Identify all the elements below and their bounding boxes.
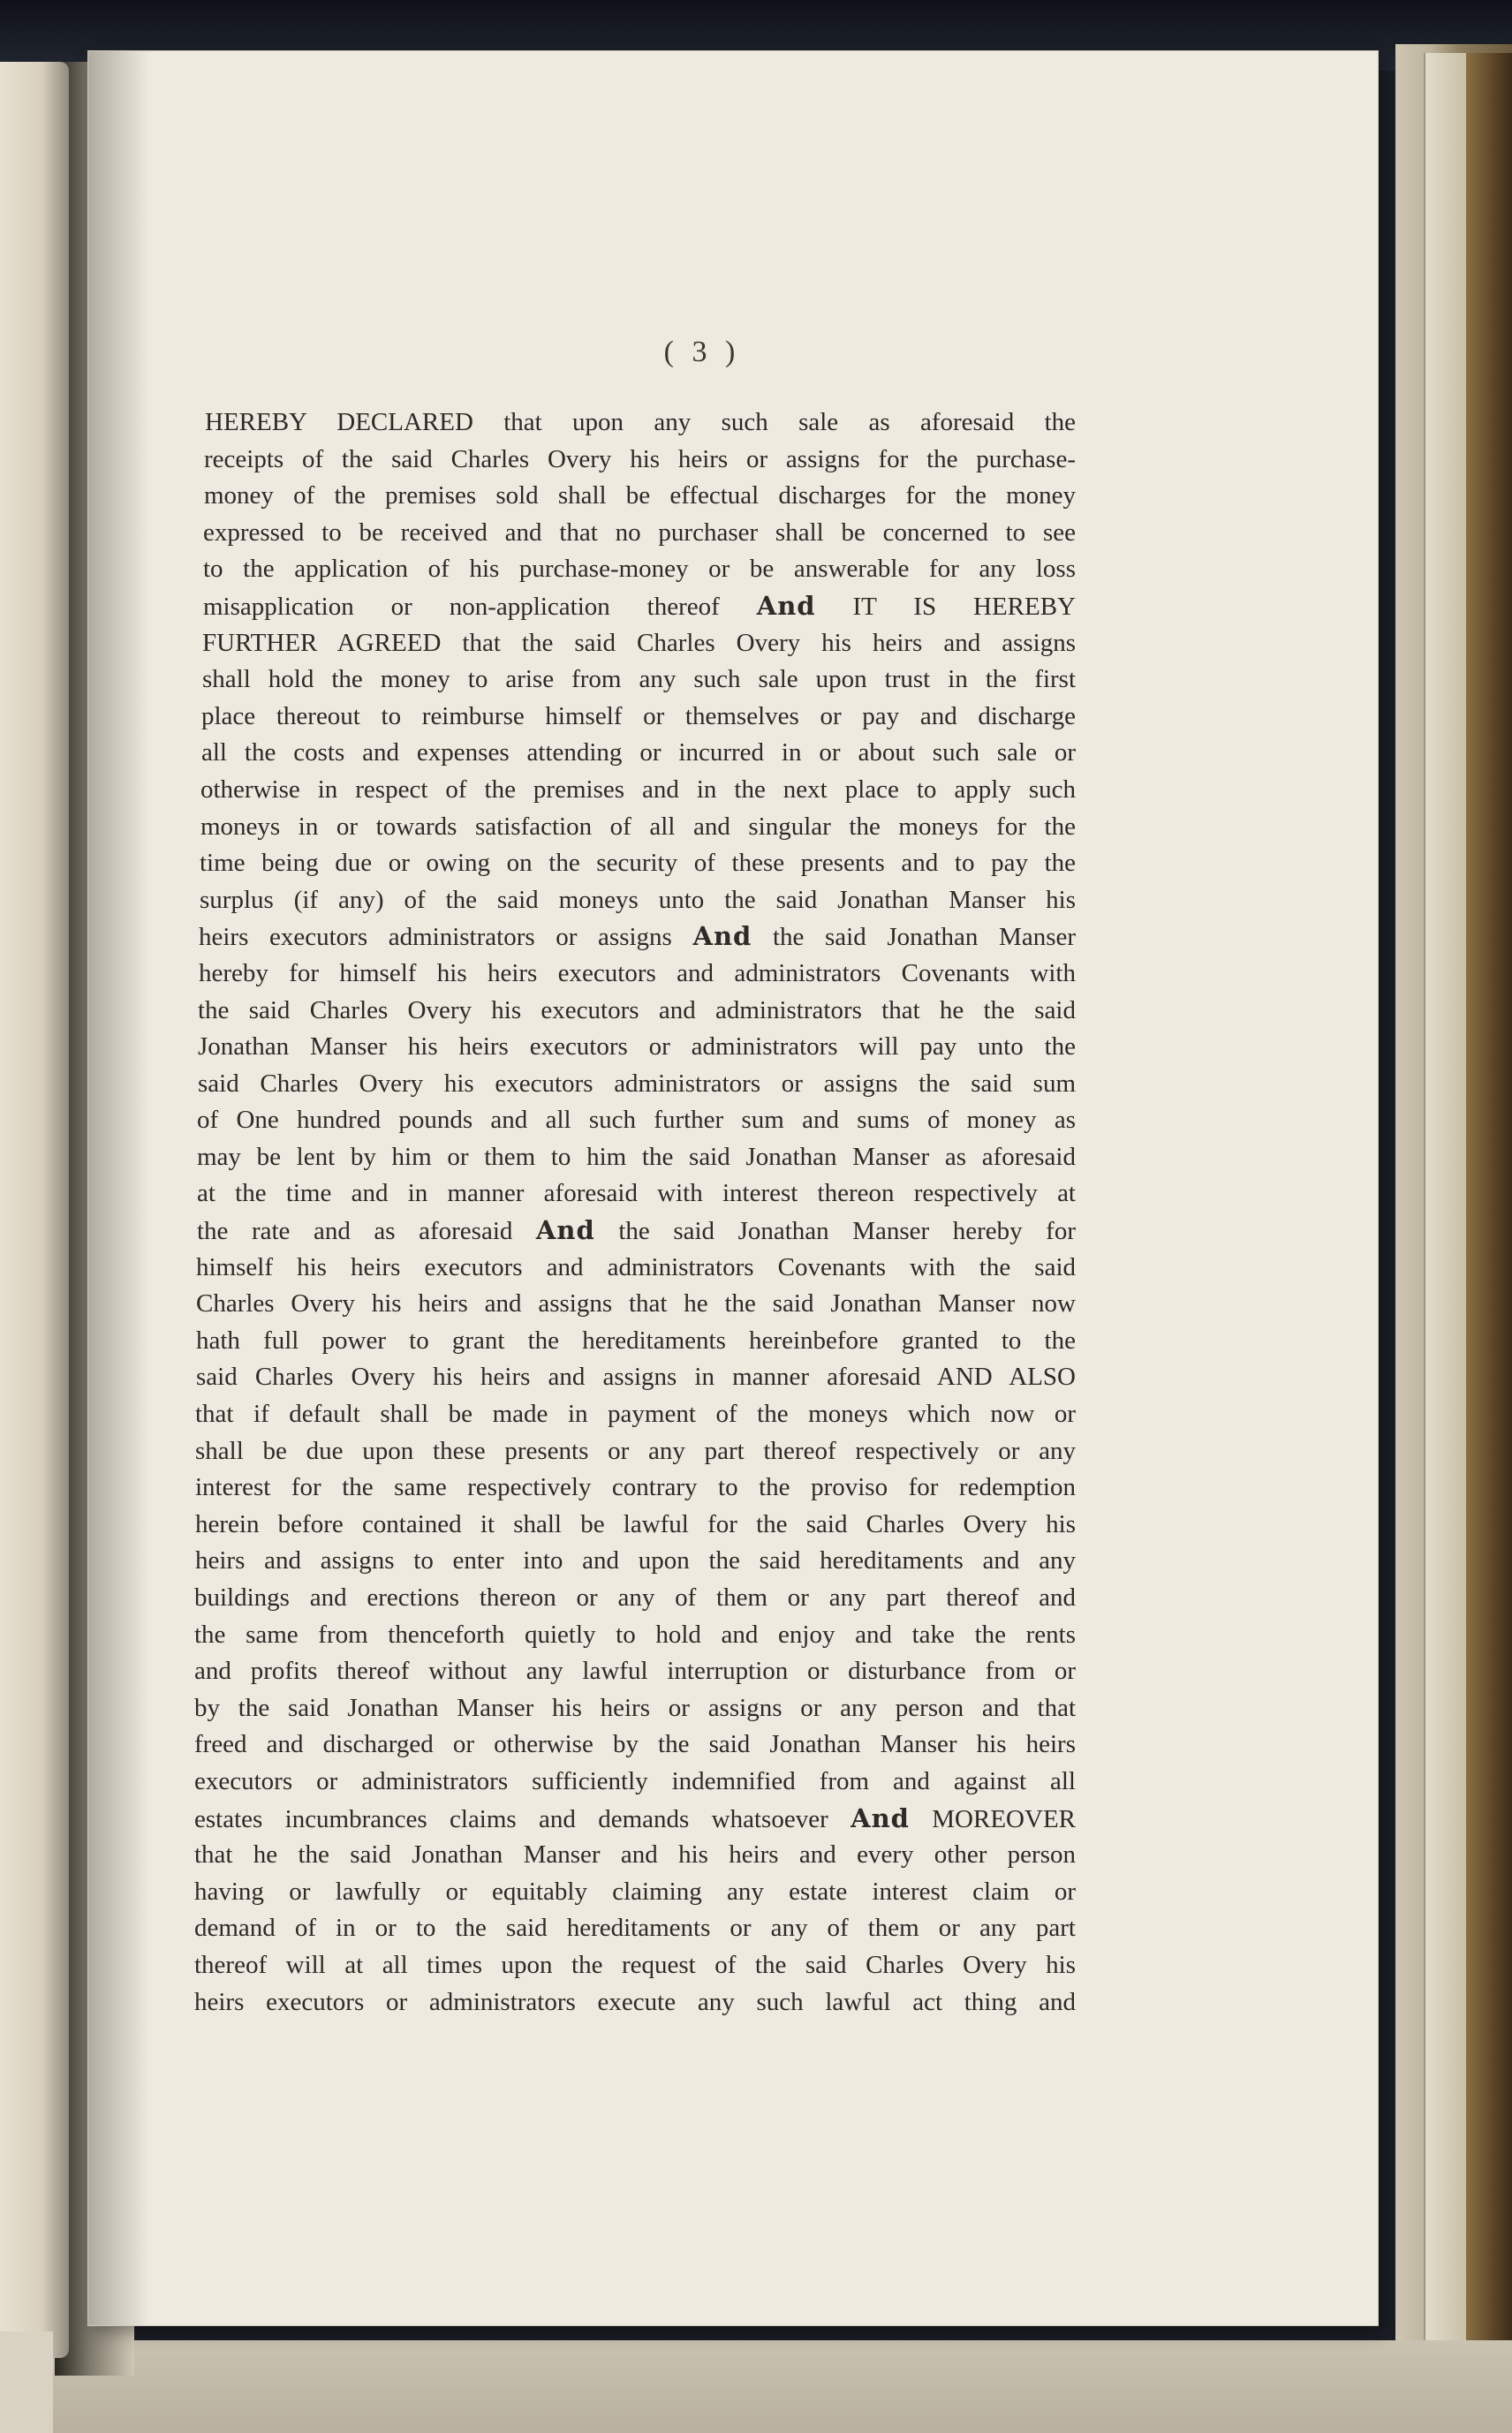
text-segment: receipts of the said Charles Overy his heirs or assigns for the purchase- — [204, 444, 1076, 473]
text-segment: otherwise in respect of the premises and in the next place to apply such — [200, 774, 1076, 804]
text-line — [194, 1984, 1076, 2021]
text-segment: interest for the same respectively contrary to the proviso for redemption — [195, 1473, 1076, 1502]
text-line — [194, 1801, 1076, 1838]
text-line — [205, 404, 1076, 442]
text-line — [204, 478, 1076, 515]
text-segment: shall be due upon these presents or any part thereof respectively or any — [195, 1436, 1076, 1465]
text-segment: MOREOVER — [909, 1804, 1076, 1833]
text-segment: at the time and in manner aforesaid with interest thereon respectively at — [197, 1179, 1076, 1208]
text-segment: money of the premises sold shall be effectual discharges for the money — [204, 481, 1076, 510]
text-segment: by the said Jonathan Manser his heirs or assigns or any person and that — [194, 1693, 1076, 1722]
text-line — [194, 1910, 1076, 1947]
text-segment: place thereout to reimburse himself or themselves or pay and discharge — [201, 701, 1076, 730]
text-line — [201, 735, 1076, 772]
text-line — [194, 1690, 1076, 1727]
text-line — [194, 1617, 1076, 1654]
blackletter-and: And — [692, 921, 752, 952]
text-line — [194, 1874, 1076, 1911]
text-line — [195, 1507, 1076, 1544]
text-segment: heirs and assigns to enter into and upon the said hereditaments and any — [195, 1546, 1076, 1575]
blackletter-and: And — [756, 590, 816, 621]
text-line — [196, 1286, 1076, 1323]
text-segment: and profits thereof without any lawful interruption or disturbance from or — [194, 1657, 1076, 1686]
text-line — [200, 772, 1076, 809]
text-segment: estates incumbrances claims and demands whatsoever — [194, 1804, 851, 1833]
text-line — [203, 588, 1076, 625]
text-segment: executors or administrators sufficiently indemnified from and against all — [194, 1766, 1076, 1795]
text-segment: the said Jonathan Manser — [752, 923, 1077, 952]
text-line — [203, 551, 1076, 588]
text-segment: the rate and as aforesaid — [197, 1217, 536, 1246]
text-segment: moneys in or towards satisfaction of all and singular the moneys for the — [200, 812, 1076, 841]
text-line — [197, 1139, 1076, 1176]
text-segment: demand of in or to the said hereditaments or any of them or any part — [194, 1914, 1076, 1943]
text-segment: that if default shall be made in payment of the moneys which now or — [195, 1400, 1076, 1429]
text-segment: Jonathan Manser his heirs executors or administrators will pay unto the — [198, 1032, 1076, 1062]
text-line — [195, 1396, 1076, 1433]
text-line — [196, 1323, 1076, 1360]
text-line — [203, 515, 1076, 552]
text-line — [194, 1580, 1076, 1617]
text-segment: shall hold the money to arise from any such sale upon trust in the first — [202, 665, 1076, 694]
text-segment: IT IS HEREBY — [815, 592, 1076, 621]
text-segment: that he the said Jonathan Manser and his heirs and every other person — [194, 1840, 1076, 1870]
text-segment: thereof will at all times upon the request of the said Charles Overy his — [194, 1950, 1076, 1979]
text-line — [200, 882, 1076, 919]
text-segment: freed and discharged or otherwise by the said Jonathan Manser his heirs — [194, 1730, 1076, 1759]
text-line — [199, 918, 1076, 956]
text-line — [194, 1837, 1076, 1874]
page-stack-bottom — [0, 2340, 1512, 2433]
text-line — [194, 1764, 1076, 1801]
text-line — [196, 1250, 1076, 1287]
blackletter-and: And — [850, 1802, 910, 1833]
page-stack-right — [1424, 53, 1466, 2433]
text-line — [195, 1470, 1076, 1507]
text-segment: the said Jonathan Manser hereby for — [594, 1217, 1076, 1246]
text-segment: heirs executors or administrators execute any such lawful act thing and — [194, 1987, 1076, 2016]
text-segment: may be lent by him or them to him the said Jonathan Manser as aforesaid — [197, 1142, 1076, 1171]
text-segment: HEREBY DECLARED that upon any such sale as aforesaid the — [205, 408, 1076, 436]
text-line — [198, 1066, 1076, 1103]
text-line — [202, 625, 1076, 662]
book-cover-right — [1466, 53, 1512, 2433]
text-line — [194, 1947, 1076, 1984]
text-segment: buildings and erections thereon or any of them or any part thereof and — [194, 1583, 1076, 1612]
text-line — [204, 442, 1076, 479]
text-segment: of One hundred pounds and all such further sum and sums of money as — [197, 1106, 1076, 1135]
text-line — [198, 993, 1076, 1030]
text-segment: heirs executors administrators or assigns — [199, 923, 693, 952]
text-line — [196, 1359, 1076, 1396]
text-segment: hereby for himself his heirs executors and administrators Covenants with — [199, 958, 1076, 987]
text-segment: the said Charles Overy his executors and administrators that he the said — [198, 995, 1076, 1024]
text-segment: hath full power to grant the hereditaments hereinbefore granted to the — [196, 1326, 1076, 1355]
text-line — [195, 1543, 1076, 1580]
text-line — [201, 699, 1076, 736]
document-page — [88, 51, 1378, 2325]
text-line — [199, 956, 1076, 993]
text-segment: said Charles Overy his executors administrators or assigns the said sum — [198, 1069, 1076, 1098]
text-segment: said Charles Overy his heirs and assigns in manner aforesaid AND ALSO — [196, 1363, 1076, 1392]
text-line — [194, 1727, 1076, 1764]
text-line — [198, 1029, 1076, 1066]
text-segment: herein before contained it shall be lawful for the said Charles Overy his — [195, 1509, 1076, 1538]
text-segment: time being due or owing on the security of these presents and to pay the — [200, 849, 1076, 878]
text-segment: having or lawfully or equitably claiming any estate interest claim or — [194, 1877, 1076, 1906]
facing-page-left-tail — [0, 2331, 53, 2433]
text-line — [200, 845, 1076, 882]
text-segment: expressed to be received and that no purchaser shall be concerned to see — [203, 518, 1076, 547]
text-segment: surplus (if any) of the said moneys unto the said Jonathan Manser his — [200, 885, 1076, 914]
blackletter-and: And — [535, 1215, 595, 1246]
text-line — [197, 1213, 1076, 1250]
text-line — [195, 1433, 1076, 1470]
text-segment: FURTHER AGREED that the said Charles Overy his heirs and assigns — [202, 628, 1076, 657]
text-segment: Charles Overy his heirs and assigns that he the said Jonathan Manser now — [196, 1289, 1076, 1319]
text-line — [194, 1653, 1076, 1690]
text-segment: misapplication or non-application thereof — [203, 592, 757, 621]
text-segment: to the application of his purchase-money or be answerable for any loss — [203, 555, 1076, 584]
page-number: ( 3 ) — [663, 336, 741, 368]
text-line — [202, 661, 1076, 699]
body-text — [194, 404, 1077, 2021]
text-segment: himself his heirs executors and administrators Covenants with the said — [196, 1252, 1076, 1281]
text-segment: the same from thenceforth quietly to hold and enjoy and take the rents — [194, 1620, 1076, 1649]
text-line — [197, 1175, 1076, 1213]
text-line — [200, 809, 1076, 846]
facing-page-left — [0, 62, 69, 2358]
text-line — [197, 1102, 1076, 1139]
text-segment: all the costs and expenses attending or incurred in or about such sale or — [201, 738, 1076, 767]
